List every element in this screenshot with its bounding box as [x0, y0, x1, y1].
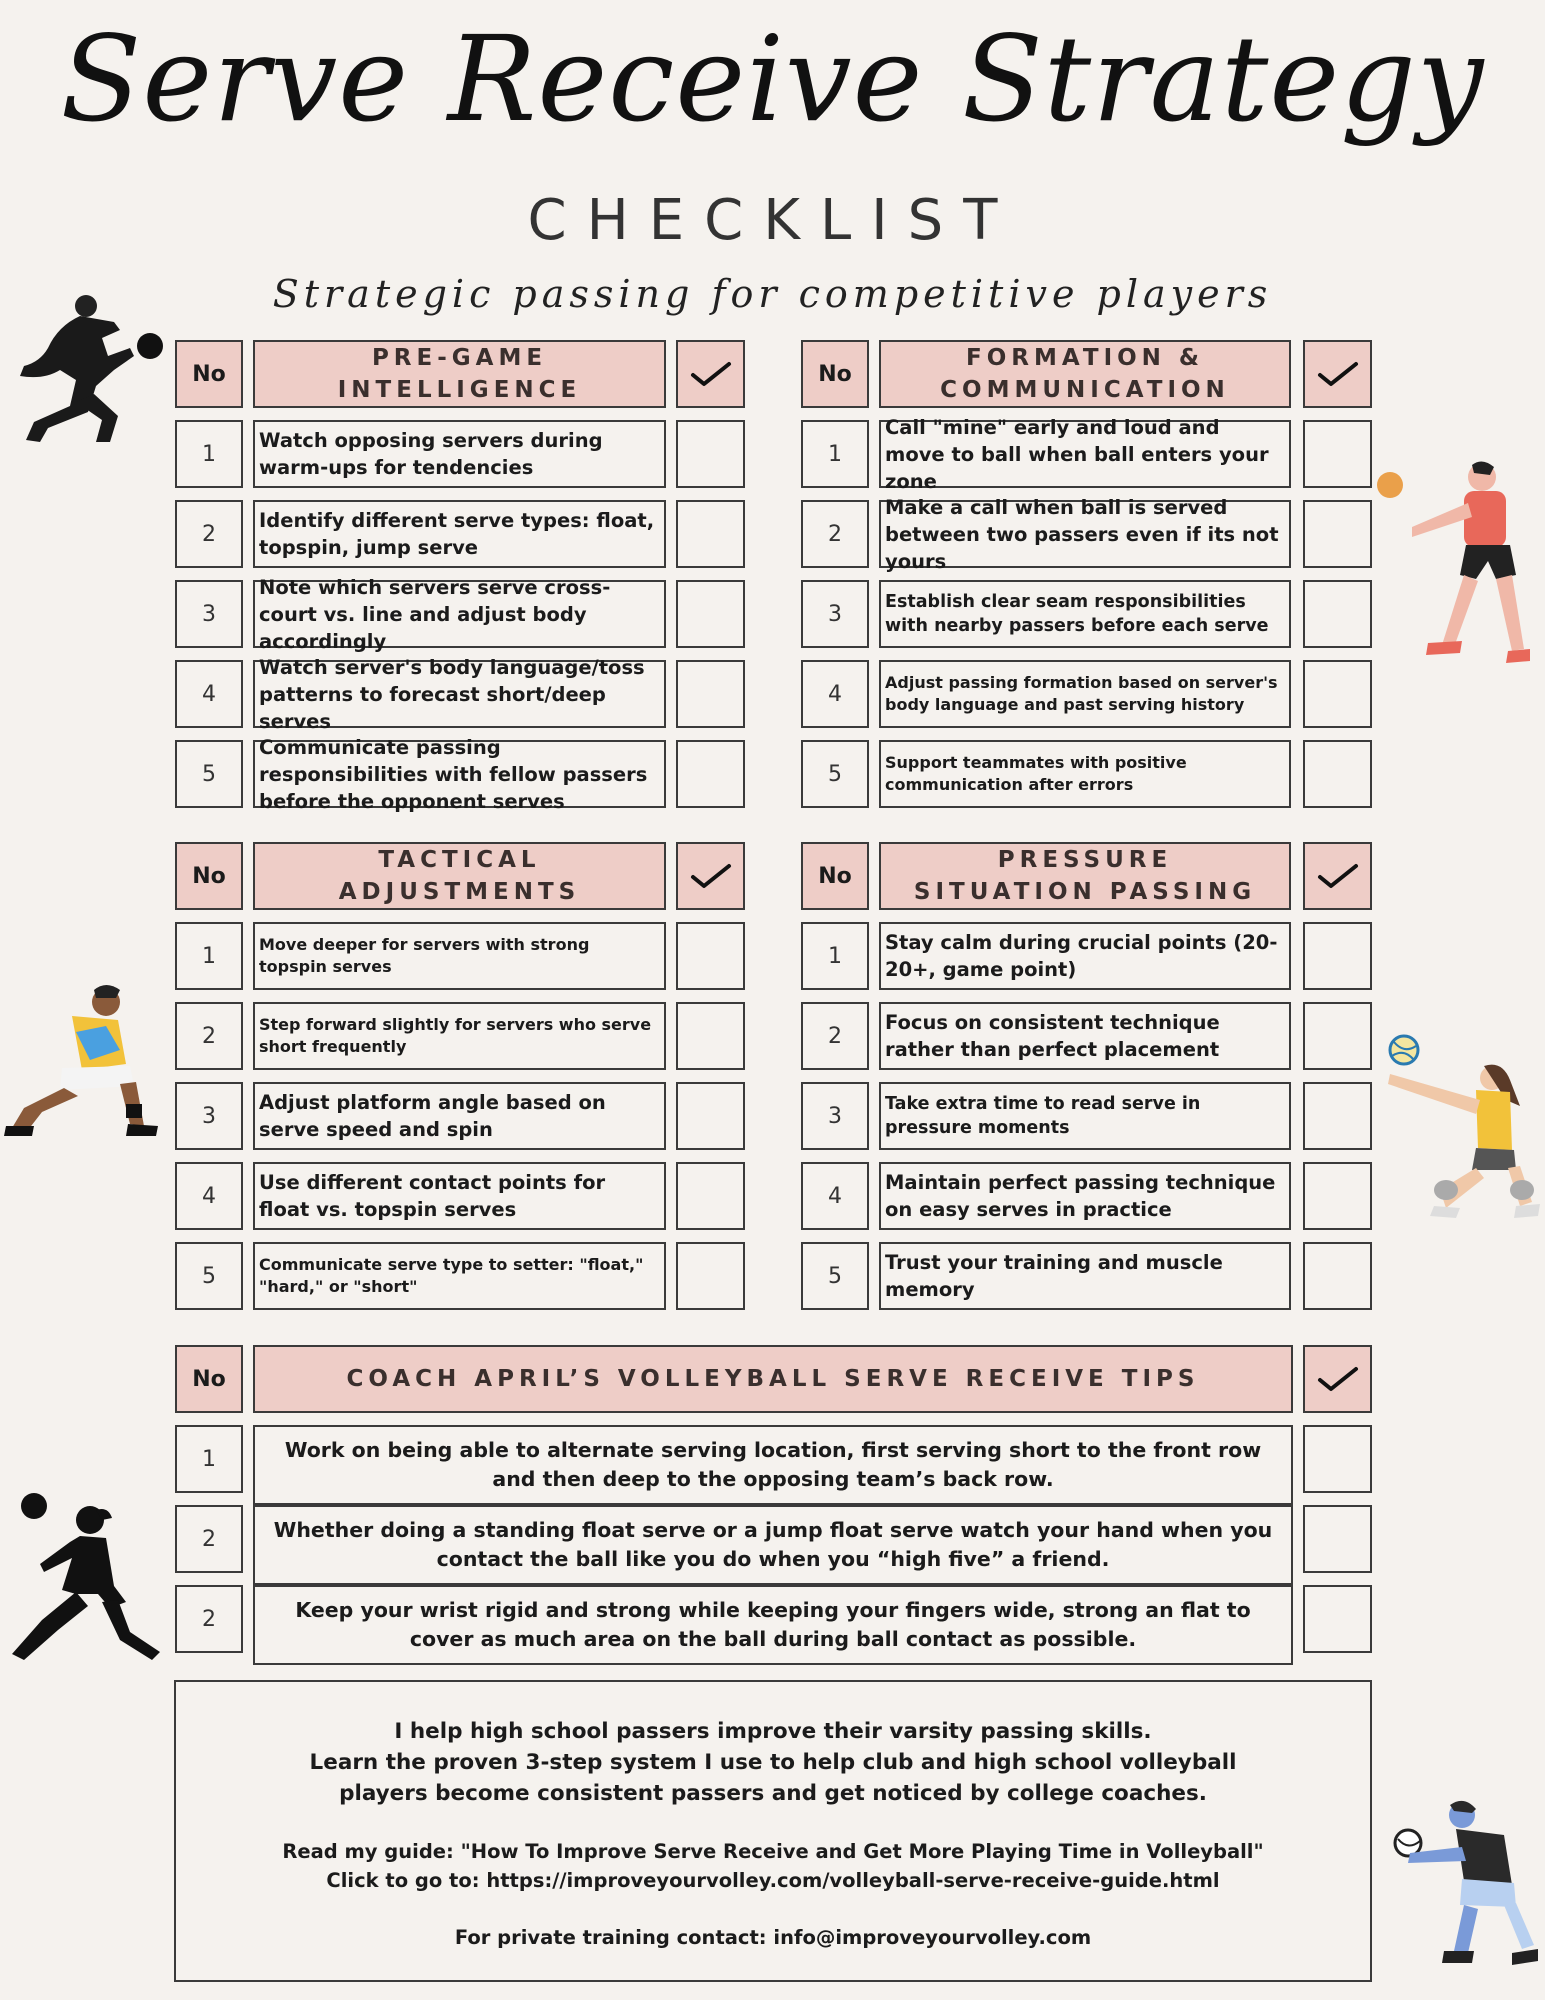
section-2-item-2-checkbox[interactable]	[676, 1082, 745, 1150]
tip-0-number: 1	[175, 1425, 243, 1493]
section-1-item-3-checkbox[interactable]	[1303, 660, 1372, 728]
footer-promo	[174, 1680, 1372, 1982]
section-0-item-0-number: 1	[175, 420, 243, 488]
section-3-item-4-checkbox[interactable]	[1303, 1242, 1372, 1310]
section-1-item-0-text: Call "mine" early and loud and move to ball when ball enters your zone	[879, 420, 1291, 488]
section-1-item-0-checkbox[interactable]	[1303, 420, 1372, 488]
section-1-item-3-number: 4	[801, 660, 869, 728]
section-2-check-header	[676, 842, 745, 910]
section-2-item-0-checkbox[interactable]	[676, 922, 745, 990]
section-0-item-1-checkbox[interactable]	[676, 500, 745, 568]
section-3-item-1-number: 2	[801, 1002, 869, 1070]
section-1-item-0-number: 1	[801, 420, 869, 488]
player-illustration-right-top	[1372, 455, 1532, 675]
section-3-item-0-text: Stay calm during crucial points (20-20+, game point)	[879, 922, 1291, 990]
section-1-item-4-number: 5	[801, 740, 869, 808]
section-3-item-2-number: 3	[801, 1082, 869, 1150]
tips-check-header	[1303, 1345, 1372, 1413]
player-silhouette-top-left	[10, 290, 170, 450]
player-illustration-right-mid	[1380, 1030, 1540, 1220]
section-1-item-4-checkbox[interactable]	[1303, 740, 1372, 808]
checkmark-icon	[689, 359, 733, 389]
section-2-item-3-number: 4	[175, 1162, 243, 1230]
section-3-item-1-text: Focus on consistent technique rather than perfect placement	[879, 1002, 1291, 1070]
section-0-item-2-checkbox[interactable]	[676, 580, 745, 648]
tip-1-text: Whether doing a standing float serve or a jump float serve watch your hand when you contact the ball like you do when you “high five” a friend.	[253, 1505, 1293, 1585]
section-3-item-2-text: Take extra time to read serve in pressure moments	[879, 1082, 1291, 1150]
section-2-no-header: No	[175, 842, 243, 910]
checkmark-icon	[689, 861, 733, 891]
tip-2-number: 2	[175, 1585, 243, 1653]
footer-guide: Read my guide: "How To Improve Serve Receive and Get More Playing Time in Volleyball"	[282, 1840, 1264, 1863]
player-silhouette-bottom-left	[2, 1490, 172, 1670]
section-2-item-0-number: 1	[175, 922, 243, 990]
section-3-no-header: No	[801, 842, 869, 910]
checkmark-icon	[1316, 1364, 1360, 1394]
section-2-item-2-number: 3	[175, 1082, 243, 1150]
section-0-item-3-checkbox[interactable]	[676, 660, 745, 728]
section-0-item-3-number: 4	[175, 660, 243, 728]
section-1-item-3-text: Adjust passing formation based on server's body language and past serving history	[879, 660, 1291, 728]
tips-no-header: No	[175, 1345, 243, 1413]
tip-0-checkbox[interactable]	[1303, 1425, 1372, 1493]
tip-0-text: Work on being able to alternate serving location, first serving short to the front row and then deep to the opposing team’s back row.	[253, 1425, 1293, 1505]
tip-1-number: 2	[175, 1505, 243, 1573]
tip-2-text: Keep your wrist rigid and strong while keeping your fingers wide, strong an flat to cover as much area on the ball during ball contact as possible.	[253, 1585, 1293, 1665]
checkmark-icon	[1316, 359, 1360, 389]
section-1-item-2-text: Establish clear seam responsibilities with nearby passers before each serve	[879, 580, 1291, 648]
section-3-item-0-checkbox[interactable]	[1303, 922, 1372, 990]
footer-contact[interactable]: For private training contact: info@improveyourvolley.com	[454, 1926, 1092, 1949]
section-3-title: PRESSURE SITUATION PASSING	[879, 842, 1291, 910]
section-3-item-0-number: 1	[801, 922, 869, 990]
section-2-item-3-checkbox[interactable]	[676, 1162, 745, 1230]
section-0-no-header: No	[175, 340, 243, 408]
section-2-item-3-text: Use different contact points for float vs. topspin serves	[253, 1162, 666, 1230]
section-2-item-4-checkbox[interactable]	[676, 1242, 745, 1310]
section-1-no-header: No	[801, 340, 869, 408]
tip-2-checkbox[interactable]	[1303, 1585, 1372, 1653]
section-2-title: TACTICAL ADJUSTMENTS	[253, 842, 666, 910]
page-subtitle: Strategic passing for competitive players	[272, 272, 1273, 316]
footer-link[interactable]: Click to go to: https://improveyourvolley.com/volleyball-serve-receive-guide.html	[326, 1869, 1220, 1892]
section-3-item-2-checkbox[interactable]	[1303, 1082, 1372, 1150]
section-0-item-0-checkbox[interactable]	[676, 420, 745, 488]
section-1-item-4-text: Support teammates with positive communication after errors	[879, 740, 1291, 808]
section-2-item-1-checkbox[interactable]	[676, 1002, 745, 1070]
section-0-item-3-text: Watch server's body language/toss patterns to forecast short/deep serves	[253, 660, 666, 728]
player-illustration-bottom-right	[1380, 1795, 1540, 1980]
section-0-check-header	[676, 340, 745, 408]
section-2-item-4-number: 5	[175, 1242, 243, 1310]
section-2-item-1-number: 2	[175, 1002, 243, 1070]
section-1-item-1-checkbox[interactable]	[1303, 500, 1372, 568]
tip-1-checkbox[interactable]	[1303, 1505, 1372, 1573]
page-title-script: Serve Receive Strategy	[60, 10, 1485, 148]
section-0-item-4-text: Communicate passing responsibilities with fellow passers before the opponent serves	[253, 740, 666, 808]
section-0-item-4-checkbox[interactable]	[676, 740, 745, 808]
section-0-title: PRE-GAME INTELLIGENCE	[253, 340, 666, 408]
footer-line-1: I help high school passers improve their varsity passing skills.	[394, 1719, 1152, 1744]
section-3-item-3-checkbox[interactable]	[1303, 1162, 1372, 1230]
section-0-item-1-number: 2	[175, 500, 243, 568]
section-0-item-2-number: 3	[175, 580, 243, 648]
section-0-item-4-number: 5	[175, 740, 243, 808]
section-3-item-3-text: Maintain perfect passing technique on easy serves in practice	[879, 1162, 1291, 1230]
section-1-item-2-checkbox[interactable]	[1303, 580, 1372, 648]
section-1-check-header	[1303, 340, 1372, 408]
page-title: CHECKLIST	[527, 188, 1018, 253]
checkmark-icon	[1316, 861, 1360, 891]
footer-line-2: Learn the proven 3-step system I use to help club and high school volleyball players become consistent passers and get noticed by college coaches.	[309, 1750, 1237, 1806]
section-1-item-1-text: Make a call when ball is served between two passers even if its not yours	[879, 500, 1291, 568]
tips-title: COACH APRIL’S VOLLEYBALL SERVE RECEIVE TIPS	[253, 1345, 1293, 1413]
section-1-item-2-number: 3	[801, 580, 869, 648]
section-3-item-4-text: Trust your training and muscle memory	[879, 1242, 1291, 1310]
section-2-item-1-text: Step forward slightly for servers who serve short frequently	[253, 1002, 666, 1070]
section-0-item-0-text: Watch opposing servers during warm-ups for tendencies	[253, 420, 666, 488]
section-3-item-4-number: 5	[801, 1242, 869, 1310]
section-0-item-2-text: Note which servers serve cross-court vs. line and adjust body accordingly	[253, 580, 666, 648]
section-3-item-1-checkbox[interactable]	[1303, 1002, 1372, 1070]
section-0-item-1-text: Identify different serve types: float, topspin, jump serve	[253, 500, 666, 568]
player-illustration-left-mid	[2, 980, 162, 1140]
section-2-item-4-text: Communicate serve type to setter: "float," "hard," or "short"	[253, 1242, 666, 1310]
section-1-item-1-number: 2	[801, 500, 869, 568]
section-2-item-0-text: Move deeper for servers with strong topspin serves	[253, 922, 666, 990]
section-1-title: FORMATION & COMMUNICATION	[879, 340, 1291, 408]
section-2-item-2-text: Adjust platform angle based on serve speed and spin	[253, 1082, 666, 1150]
section-3-check-header	[1303, 842, 1372, 910]
section-3-item-3-number: 4	[801, 1162, 869, 1230]
